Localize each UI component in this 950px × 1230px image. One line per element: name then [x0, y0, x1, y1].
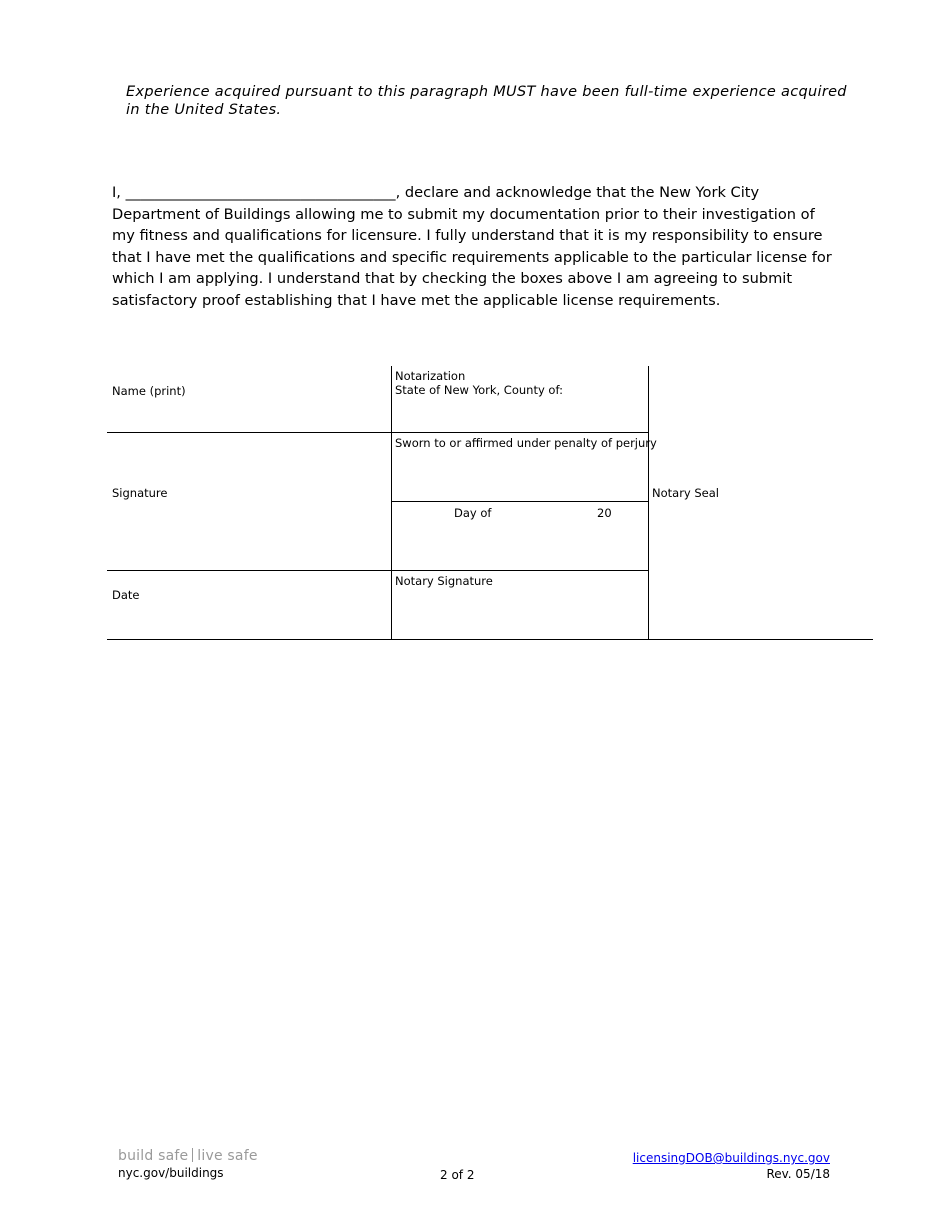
notary-seal-label: Notary Seal	[652, 486, 720, 500]
day-of-field[interactable]	[392, 502, 648, 570]
page-number: 2 of 2	[440, 1168, 475, 1182]
declaration-prefix: I,	[112, 184, 126, 201]
name-print-field[interactable]	[107, 366, 391, 432]
day-of-label: Day of	[454, 506, 492, 520]
email-link[interactable]: licensingDOB@buildings.nyc.gov	[632, 1151, 830, 1165]
year-prefix-label: 20	[597, 506, 612, 520]
notary-signature-field[interactable]	[392, 571, 648, 639]
signature-field[interactable]	[107, 433, 391, 570]
declaration-paragraph	[112, 182, 837, 312]
notarization-table	[107, 366, 873, 640]
tagline-build-safe: build safe	[118, 1148, 189, 1164]
sworn-field[interactable]	[392, 433, 657, 501]
state-county-label: State of New York, County of:	[395, 383, 563, 397]
declarant-name-blank[interactable]: _____________________________________	[125, 184, 396, 201]
tagline-live-safe: live safe	[197, 1148, 258, 1164]
notary-signature-label: Notary Signature	[395, 574, 493, 588]
notarization-label: Notarization	[395, 369, 466, 383]
tagline	[118, 1148, 258, 1165]
date-field[interactable]	[107, 571, 391, 639]
footer-left	[118, 1148, 258, 1181]
footer-right	[633, 1150, 830, 1182]
revision-text: Rev. 05/18	[766, 1167, 830, 1181]
name-print-label: Name (print)	[112, 384, 186, 398]
signature-label: Signature	[112, 486, 168, 500]
experience-note: Experience acquired pursuant to this paragraph MUST have been full-time experience acquired in the United States.	[126, 84, 847, 118]
date-label: Date	[112, 588, 140, 602]
website-text: nyc.gov/buildings	[118, 1166, 224, 1180]
notary-seal-area[interactable]	[649, 366, 873, 639]
sworn-label: Sworn to or affirmed under penalty of perjury	[395, 436, 657, 450]
declaration-body: , declare and acknowledge that the New York City Department of Buildings allowing me to submit my documentation prior to their investigation of my fitness and qualifications for licensure. I fully understand that it is my responsibility to ensure that I have met the qualifications and specific requirements applicable to the particular license for which I am applying. I understand that by checking the boxes above I am agreeing to submit satisfactory proof establishing that I have met the applicable license requirements.	[112, 184, 832, 309]
notarization-county-field[interactable]	[392, 366, 648, 432]
table-bottom-border	[107, 639, 873, 640]
tagline-divider	[192, 1148, 193, 1162]
